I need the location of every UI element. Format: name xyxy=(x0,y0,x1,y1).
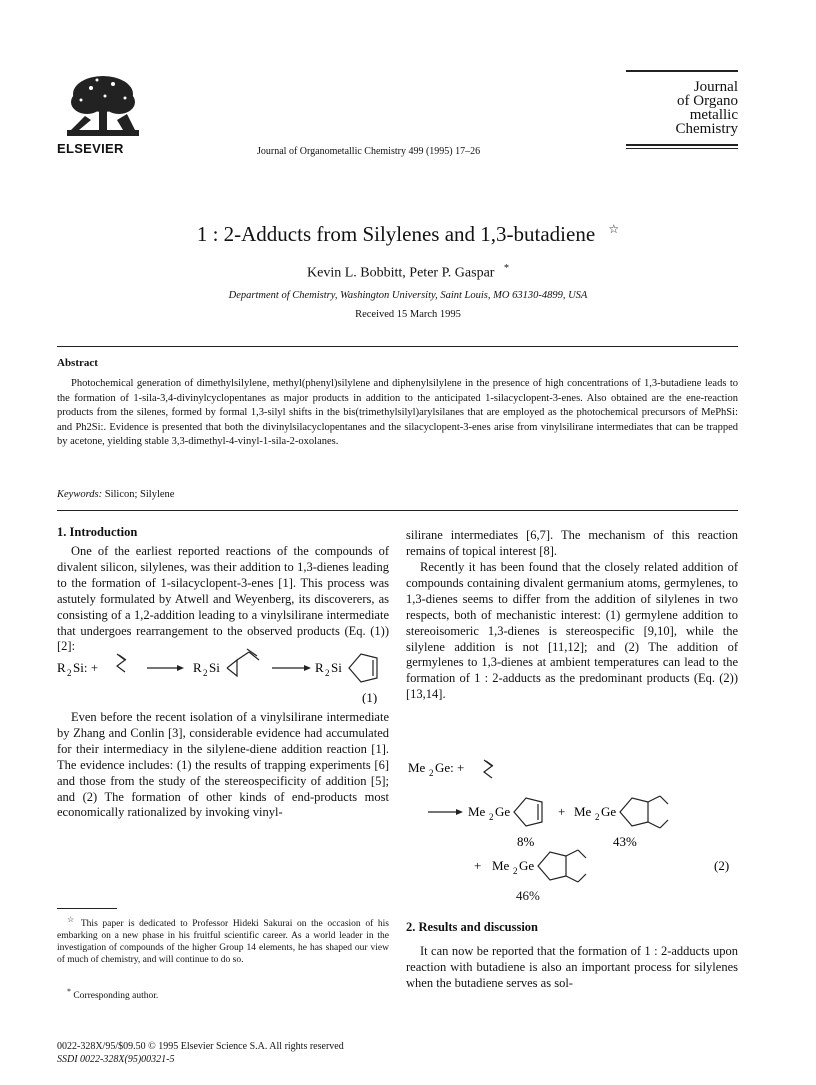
eq1-reactant-r: R xyxy=(57,660,66,675)
eq2-plus-1: + xyxy=(558,804,566,819)
keywords-values: Silicon; Silylene xyxy=(104,489,175,500)
journal-logo-line: of Organo xyxy=(677,93,738,109)
eq2-yield-1: 8% xyxy=(517,834,535,849)
equation-2 xyxy=(406,756,738,888)
eq2-product2-ge: Ge xyxy=(601,804,617,819)
footnote-corresponding xyxy=(57,986,389,1002)
eq2-reagent-ge: Ge: + xyxy=(435,760,465,775)
abstract-heading: Abstract xyxy=(57,357,98,369)
eq1-product-si: Si xyxy=(331,660,342,675)
eq2-product1-me: Me xyxy=(468,804,486,819)
intro-paragraph-4: Recently it has been found that the closely related addition of compounds containing divalent germanium atoms, germylenes, to 1,3-dienes seems to differ from the addition of silylenes in two respects, both of mechanistic interest: (1) germylene addition to stereoisomeric 1,3-dienes is stereospecific [9,10], while the silylene addition is not [11,12]; and (2) The addition of germylenes to 1,3-dienes at ambient temperatures can lead to the formation of 1 : 2-adducts as the predominant products (Eq. (2)) [13,14]. xyxy=(406,560,738,702)
dedication-mark: ☆ xyxy=(67,915,77,924)
eq2-yield-3-label: 46% xyxy=(516,888,540,903)
equation-1 xyxy=(57,644,389,704)
ssdi-line xyxy=(57,1053,174,1066)
eq2-reagent-sub: 2 xyxy=(429,768,434,778)
journal-logo-line: Journal xyxy=(693,79,738,95)
keywords-label: Keywords: xyxy=(57,489,103,500)
abstract-text: Photochemical generation of dimethylsilylene, methyl(phenyl)silylene and diphenylsilylene in the presence of high concentrations of 1,3-butadiene leads to the formation of 1-sila-3,4-divinylcyclopentanes as major products in addition to the anticipated 1-silacyclopent-3-enes. Also obtained are the ene-reaction products from the silenes, formed by formal 1,3-silyl shifts in the bis(trimethylsilyl)arylsilanes that are employed as the photochemical precursors of MePhSi: and Ph2Si:. Evidence is presented that both the divinylsilacyclopentanes and the silacyclopent-3-enes arise from vinylsilirane intermediates that can be trapped by acetone, yielding stable 3,3-dimethyl-4-vinyl-1-sila-2-oxolanes. xyxy=(57,378,738,447)
eq2-yield-2: 43% xyxy=(613,834,637,849)
eq1-intermediate-r: R xyxy=(193,660,202,675)
trans-divinyl-structure xyxy=(538,852,566,880)
author-list: Kevin L. Bobbitt, Peter P. Gaspar xyxy=(307,265,495,281)
eq1-number: (1) xyxy=(362,690,378,704)
eq2-reagent-me: Me xyxy=(408,760,426,775)
ssdi-text: SSDI 0022-328X(95)00321-5 xyxy=(57,1054,175,1065)
equation-1-drawing xyxy=(57,644,389,704)
eq2-product1-sub: 2 xyxy=(489,812,494,822)
intro-paragraph-3: silirane intermediates [6,7]. The mechanism of this reaction remains of topical interest [8]. xyxy=(406,528,738,558)
intro-paragraph-2: Even before the recent isolation of a vinylsilirane intermediate by Zhang and Conlin [3], considerable evidence had accumulated for their intermediacy in the silylene-diene addition reaction [1]. The evidence includes: (1) the results of trapping experiments [6] and those from the study of the stereospecificity of addition [5]; and (2) The formation of other kinds of end-products most economically rationalized by invoking vinyl- xyxy=(57,710,389,820)
eq1-intermediate-si: Si xyxy=(209,660,220,675)
eq1-product-r: R xyxy=(315,660,324,675)
journal-logo-line: metallic xyxy=(689,107,738,123)
dedication-text: This paper is dedicated to Professor Hideki Sakurai on the occasion of his embarking on a new phase in his fruitful scientific career. As a world leader in the investigation of compounds of the higher Group 14 elements, he has shaped our view of much of chemistry, and will continue to do so. xyxy=(57,919,389,966)
eq1-product-sub: 2 xyxy=(325,668,330,678)
logo-rule-top xyxy=(626,70,738,72)
article-authors xyxy=(0,263,816,282)
publisher-name: ELSEVIER xyxy=(57,141,124,156)
vinylsilirane-structure xyxy=(227,660,237,676)
elsevier-tree-icon xyxy=(57,72,149,140)
eq1-reactant-si: Si: + xyxy=(73,660,99,675)
eq2-product3-ge: Ge xyxy=(519,858,535,873)
intro-paragraph-1: One of the earliest reported reactions of the compounds of divalent silicon, silylenes, was their addition to 1,3-dienes leading to the formation of 1-silacyclopent-3-enes [1]. This process was astutely formulated by Atwell and Weyenberg, its discoverers, as consisting of a 1,2-addition leading to a vinylsilirane intermediate that undergoes rearrangement to the observed products (Eq. (1)) [2]: xyxy=(57,544,389,654)
corresponding-text: Corresponding author. xyxy=(73,991,159,1002)
footnote-dedication xyxy=(57,914,389,966)
results-heading: 2. Results and discussion xyxy=(406,920,538,934)
article-title xyxy=(0,222,816,247)
eq2-product3-sub: 2 xyxy=(513,866,518,876)
copyright-line: 0022-328X/95/$09.50 © 1995 Elsevier Science S.A. All rights reserved xyxy=(57,1041,344,1052)
elsevier-logo xyxy=(57,72,149,140)
eq1-reactant-sub: 2 xyxy=(67,668,72,678)
divinylgermacyclopentane-structure xyxy=(620,798,648,826)
eq2-product2-sub: 2 xyxy=(595,812,600,822)
eq2-product3-me: Me xyxy=(492,858,510,873)
eq2-plus-2: + xyxy=(474,858,482,873)
eq2-number: (2) xyxy=(714,858,730,873)
logo-rule-bottom xyxy=(626,144,738,146)
affiliation: Department of Chemistry, Washington University, Saint Louis, MO 63130-4899, USA xyxy=(228,290,588,301)
eq2-product1-ge: Ge xyxy=(495,804,511,819)
author-footnote-mark[interactable]: * xyxy=(503,263,509,274)
journal-reference: Journal of Organometallic Chemistry 499 (1995) 17–26 xyxy=(257,146,481,157)
results-paragraph-1: It can now be reported that the formation of 1 : 2-adducts upon reaction with butadiene is also an important process for silylenes when the butadiene serves as sol- xyxy=(406,944,738,990)
article-title-text: 1 : 2-Adducts from Silylenes and 1,3-butadiene xyxy=(196,222,596,246)
keywords xyxy=(57,489,174,500)
logo-rule-bottom-2 xyxy=(626,148,738,149)
title-footnote-mark[interactable]: ☆ xyxy=(608,222,620,236)
eq1-intermediate-sub: 2 xyxy=(203,668,208,678)
journal-logo-line: Chemistry xyxy=(675,121,738,137)
intro-heading: 1. Introduction xyxy=(57,525,138,539)
eq2-product2-me: Me xyxy=(574,804,592,819)
received-date: Received 15 March 1995 xyxy=(355,309,461,320)
corresponding-mark: * xyxy=(67,987,71,996)
abstract-rule-bottom xyxy=(57,510,738,511)
journal-logo xyxy=(626,80,738,136)
abstract-rule-top xyxy=(57,346,738,347)
footnote-rule xyxy=(57,908,117,909)
equation-2-drawing xyxy=(406,756,738,888)
